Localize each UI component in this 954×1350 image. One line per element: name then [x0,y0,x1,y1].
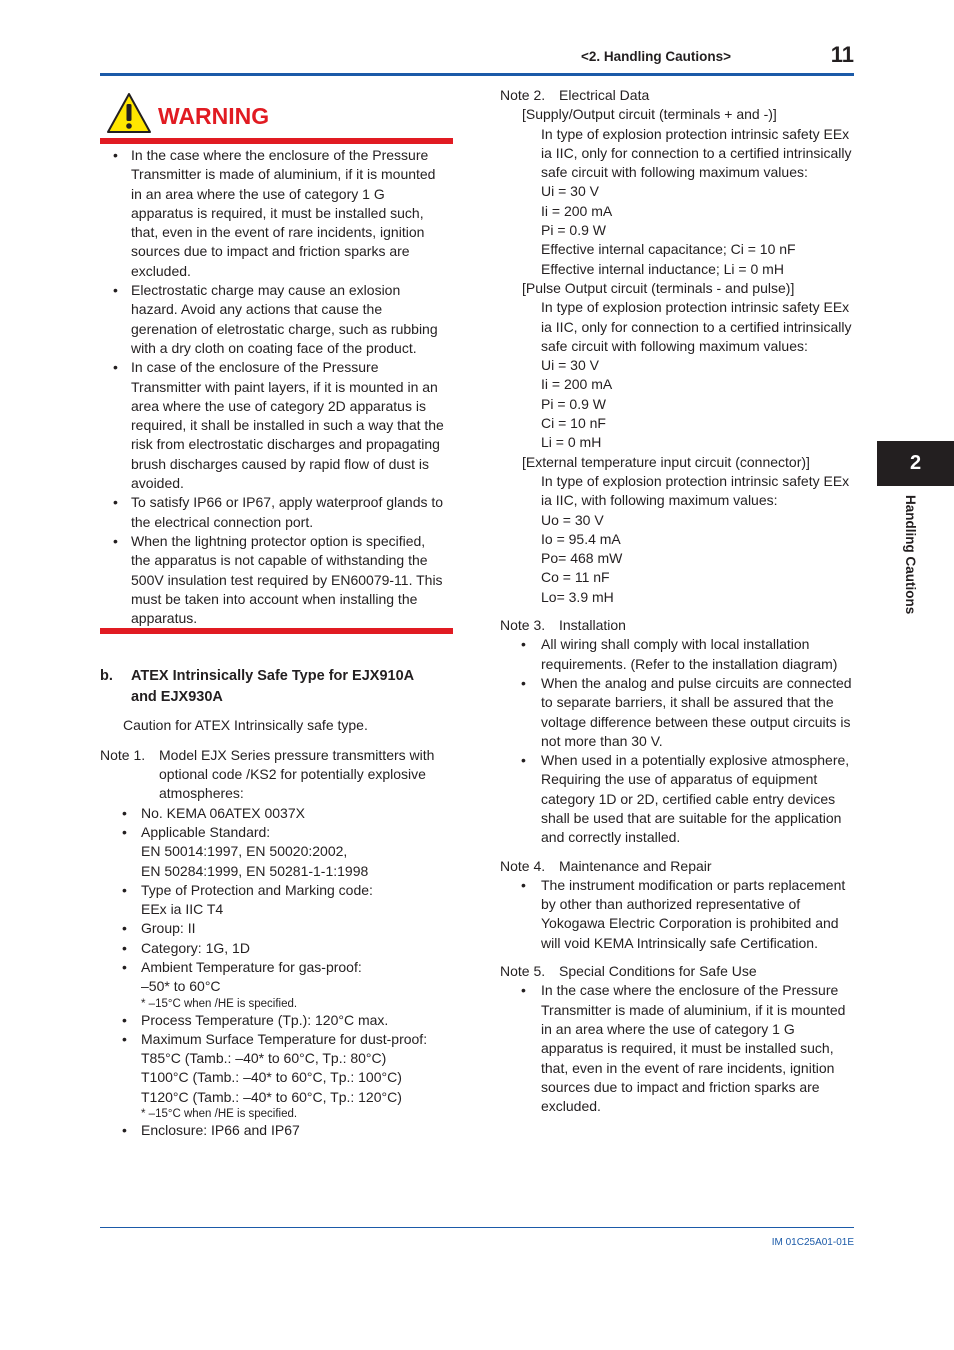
text-line: Lo= 3.9 mH [541,588,614,605]
warning-list [100,146,453,628]
bullet-marker: • [113,147,118,163]
right-column [500,86,854,1116]
bullet-marker: • [113,532,118,549]
note-1-bullets [100,804,453,1141]
bullet-marker: • [122,920,127,937]
chapter-tab-label: Handling Cautions [903,495,918,615]
text-line: shall be used that are suitable for the application [541,809,842,826]
warning-item [100,532,453,628]
note-1 [100,746,453,804]
footnote: * –15°C when /HE is specified. [141,1108,298,1121]
text-line: area where the use of category 2D apparatus is [131,397,426,414]
note-5 [500,962,854,981]
text-line: hazard. Avoid any actions that cause the [131,301,383,318]
text-line: Li = 0 mH [541,434,602,451]
circuit-values [500,472,854,607]
warning-item [100,281,453,358]
note-3-bullet [500,674,854,751]
bullet-marker: • [521,636,526,653]
note-5-title: Special Conditions for Safe Use [559,963,757,980]
note-3-title: Installation [559,617,626,634]
warning-item [100,493,453,532]
note-3-bullet [500,751,854,847]
text-line: risk from electrostatic discharges and propagating [131,436,440,453]
note-1-bullet [100,919,453,938]
note-2-label: Note 2. [500,87,546,103]
text-line: Ii = 200 mA [541,202,613,219]
text-line: that, even in the event of rare incidents, ignition [541,1059,835,1076]
bullet-marker: • [122,958,127,975]
text-line: Category: 1G, 1D [141,939,250,956]
text-line: When used in a potentially explosive atmosphere, [541,752,850,769]
text-line: apparatus is required, it must be installed such, [131,204,424,221]
text-line: EN 50014:1997, EN 50020:2002, [141,843,348,860]
text-line: apparatus is required, it must be installed such, [541,1040,834,1057]
text-line: excluded. [541,1098,601,1115]
text-line: In type of explosion protection intrinsic safety EEx [541,299,850,316]
text-line: gerenation of eletrostatic charge, such as rubbing [131,320,438,337]
text-line: The instrument modification or parts replacement [541,876,846,893]
text-line: Effective internal capacitance; Ci = 10 nF [541,241,796,258]
circuit-values [500,298,854,452]
text-line: safe circuit with following maximum values: [541,164,808,181]
text-line: Pi = 0.9 W [541,222,606,239]
circuit-block [500,453,854,607]
text-line: In the case where the enclosure of the Pressure [541,982,839,999]
note-3-label: Note 3. [500,617,546,634]
bullet-marker: • [122,1030,127,1047]
note-1-text: Model EJX Series pressure transmitters with [159,746,435,763]
text-line: Ci = 10 nF [541,415,606,432]
bullet-marker: • [122,1122,127,1139]
note-1-label: Note 1. [100,746,146,763]
text-line: Type of Protection and Marking code: [141,881,373,898]
text-line: in an area where the use of category 1 G [541,1020,795,1037]
text-line: brush discharges caused by rapid flow of dust is [131,455,430,472]
bullet-marker: • [521,982,526,999]
text-line: EN 50284:1999, EN 50281-1-1:1998 [141,862,369,879]
text-line: must be taken into account when installing the [131,590,418,607]
text-line: In type of explosion protection intrinsic safety EEx [541,472,850,489]
bullet-marker: • [122,823,127,840]
running-header: <2. Handling Cautions> [580,49,731,64]
circuit-name: [Supply/Output circuit (terminals + and -)] [522,106,777,123]
note-1-bullet [100,939,453,958]
page-number: 11 [830,42,854,67]
note-1-text: optional code /KS2 for potentially explosive [159,766,426,783]
bullet-marker: • [113,494,118,511]
note-3 [500,616,854,635]
warning-item [100,358,453,493]
text-line: Ui = 30 V [541,183,599,200]
text-line: that, even in the event of rare incidents, ignition [131,224,425,241]
warning-title: WARNING [158,103,270,129]
bullet-marker: • [122,939,127,956]
text-line: In type of explosion protection intrinsic safety EEx [541,125,850,142]
text-line: T120°C (Tamb.: –40* to 60°C, Tp.: 120°C) [141,1088,402,1105]
left-column [100,146,453,1140]
note-5-bullet [500,981,854,1116]
note-1-bullet [100,1030,453,1121]
note-2 [500,86,854,105]
text-line: Transmitter with paint layers, if it is mounted in an [131,378,438,395]
text-line: with a dry cloth on coating face of the product. [131,339,417,356]
text-line: Yokogawa Electric Corporation is prohibited and [541,915,839,932]
bullet-marker: • [122,1011,127,1028]
text-line: ia IIC, with following maximum values: [541,492,778,509]
text-line: ia IIC, only for connection to a certified intrinsically [541,144,852,161]
text-line: Group: II [141,920,196,937]
text-line: voltage difference between these output circuits is [541,713,851,730]
text-line: by other than authorized representative of [541,896,801,913]
footer-rule [100,1227,854,1228]
text-line: Transmitter is made of aluminium, if it is mounted [131,166,436,183]
text-line: 500V insulation test required by EN60079-11. This [131,571,443,588]
warning-triangle-icon [106,92,152,134]
bullet-marker: • [521,674,526,691]
note-4-bullet [500,876,854,953]
note-3-bullet [500,635,854,674]
circuit-block [500,105,854,279]
text-line: Process Temperature (Tp.): 120°C max. [141,1011,389,1028]
note-1-bullet [100,881,453,920]
section-b-label: b. [100,668,113,685]
text-line: Uo = 30 V [541,511,604,528]
document-id: IM 01C25A01-01E [771,1237,854,1248]
text-line: Po= 468 mW [541,550,623,567]
footnote: * –15°C when /HE is specified. [141,997,298,1010]
text-line: required, it shall be installed in such a way that the [131,417,444,434]
text-line: requirements. (Refer to the installation diagram) [541,655,838,672]
text-line: To satisfy IP66 or IP67, apply waterproof glands to [131,494,444,511]
bullet-marker: • [521,752,526,769]
text-line: Co = 11 nF [541,569,610,586]
note-5-label: Note 5. [500,963,546,980]
section-b-title: ATEX Intrinsically Safe Type for EJX910A [131,668,415,685]
note-2-circuits [500,105,854,607]
section-b-title: and EJX930A [131,689,223,706]
warning-top-bar [100,138,453,144]
text-line: Requiring the use of apparatus of equipment [541,771,818,788]
text-line: to separate barriers, it shall be assured that the [541,694,834,711]
note-5-bullets [500,981,854,1116]
text-line: Effective internal inductance; Li = 0 mH [541,260,784,277]
text-line: sources due to impact and friction sparks are [131,243,410,260]
text-line: Applicable Standard: [141,823,271,840]
note-4-title: Maintenance and Repair [559,857,712,874]
text-line: Enclosure: IP66 and IP67 [141,1122,300,1139]
text-line: When the analog and pulse circuits are connected [541,674,852,691]
text-line: safe circuit with following maximum values: [541,337,808,354]
text-line: Transmitter is made of aluminium, if it is mounted [541,1001,846,1018]
note-4-bullets [500,876,854,953]
circuit-block [500,279,854,453]
note-4 [500,857,854,876]
bullet-marker: • [113,359,118,376]
header-rule [100,73,854,76]
circuit-values [500,125,854,279]
text-line: All wiring shall comply with local installation [541,636,810,653]
text-line: category 1D or 2D, certified cable entry devices [541,790,836,807]
bullet-marker: • [521,876,526,893]
text-line: will void KEMA Intrinsically safe Certification. [541,934,818,951]
text-line: the apparatus is not capable of withstanding the [131,552,428,569]
text-line: Ii = 200 mA [541,376,613,393]
note-3-bullets [500,635,854,847]
text-line: apparatus. [131,610,198,627]
note-1-text: atmospheres: [159,785,244,802]
text-line: No. KEMA 06ATEX 0037X [141,804,305,821]
text-line: Electrostatic charge may cause an exlosion [131,282,401,299]
text-line: Pi = 0.9 W [541,395,606,412]
text-line: the electrical connection port. [131,513,314,530]
warning-item [100,146,453,281]
caution-text: Caution for ATEX Intrinsically safe type. [123,717,368,734]
text-line: EEx ia IIC T4 [141,901,224,918]
note-1-bullet [100,1121,453,1140]
text-line: excluded. [131,262,191,279]
bullet-marker: • [122,804,127,821]
text-line: When the lightning protector option is specified, [131,532,426,549]
text-line: avoided. [131,475,184,492]
circuit-name: [Pulse Output circuit (terminals - and pulse)] [522,279,795,296]
text-line: Ambient Temperature for gas-proof: [141,958,362,975]
text-line: Ui = 30 V [541,357,599,374]
circuit-name: [External temperature input circuit (connector)] [522,453,810,470]
text-line: not more than 30 V. [541,732,663,749]
note-1-bullet [100,823,453,881]
text-line: ia IIC, only for connection to a certified intrinsically [541,318,852,335]
note-1-bullet [100,804,453,823]
note-1-bullet [100,1011,453,1030]
section-b-heading [100,666,453,708]
chapter-tab: 2 [877,441,954,486]
note-2-title: Electrical Data [559,87,650,103]
text-line: Io = 95.4 mA [541,530,621,547]
text-line: In case of the enclosure of the Pressure [131,359,379,376]
bullet-marker: • [122,881,127,898]
text-line: T100°C (Tamb.: –40* to 60°C, Tp.: 100°C) [141,1069,402,1086]
text-line: in an area where the use of category 1 G [131,185,385,202]
note-4-label: Note 4. [500,857,546,874]
bullet-marker: • [113,282,118,299]
text-line: T85°C (Tamb.: –40* to 60°C, Tp.: 80°C) [141,1050,387,1067]
text-line: and correctly installed. [541,829,681,846]
note-1-bullet [100,958,453,1011]
text-line: Maximum Surface Temperature for dust-proof: [141,1030,428,1047]
text-line: In the case where the enclosure of the Pressure [131,147,429,163]
text-line: –50* to 60°C [141,978,221,995]
text-line: sources due to impact and friction sparks are [541,1078,820,1095]
